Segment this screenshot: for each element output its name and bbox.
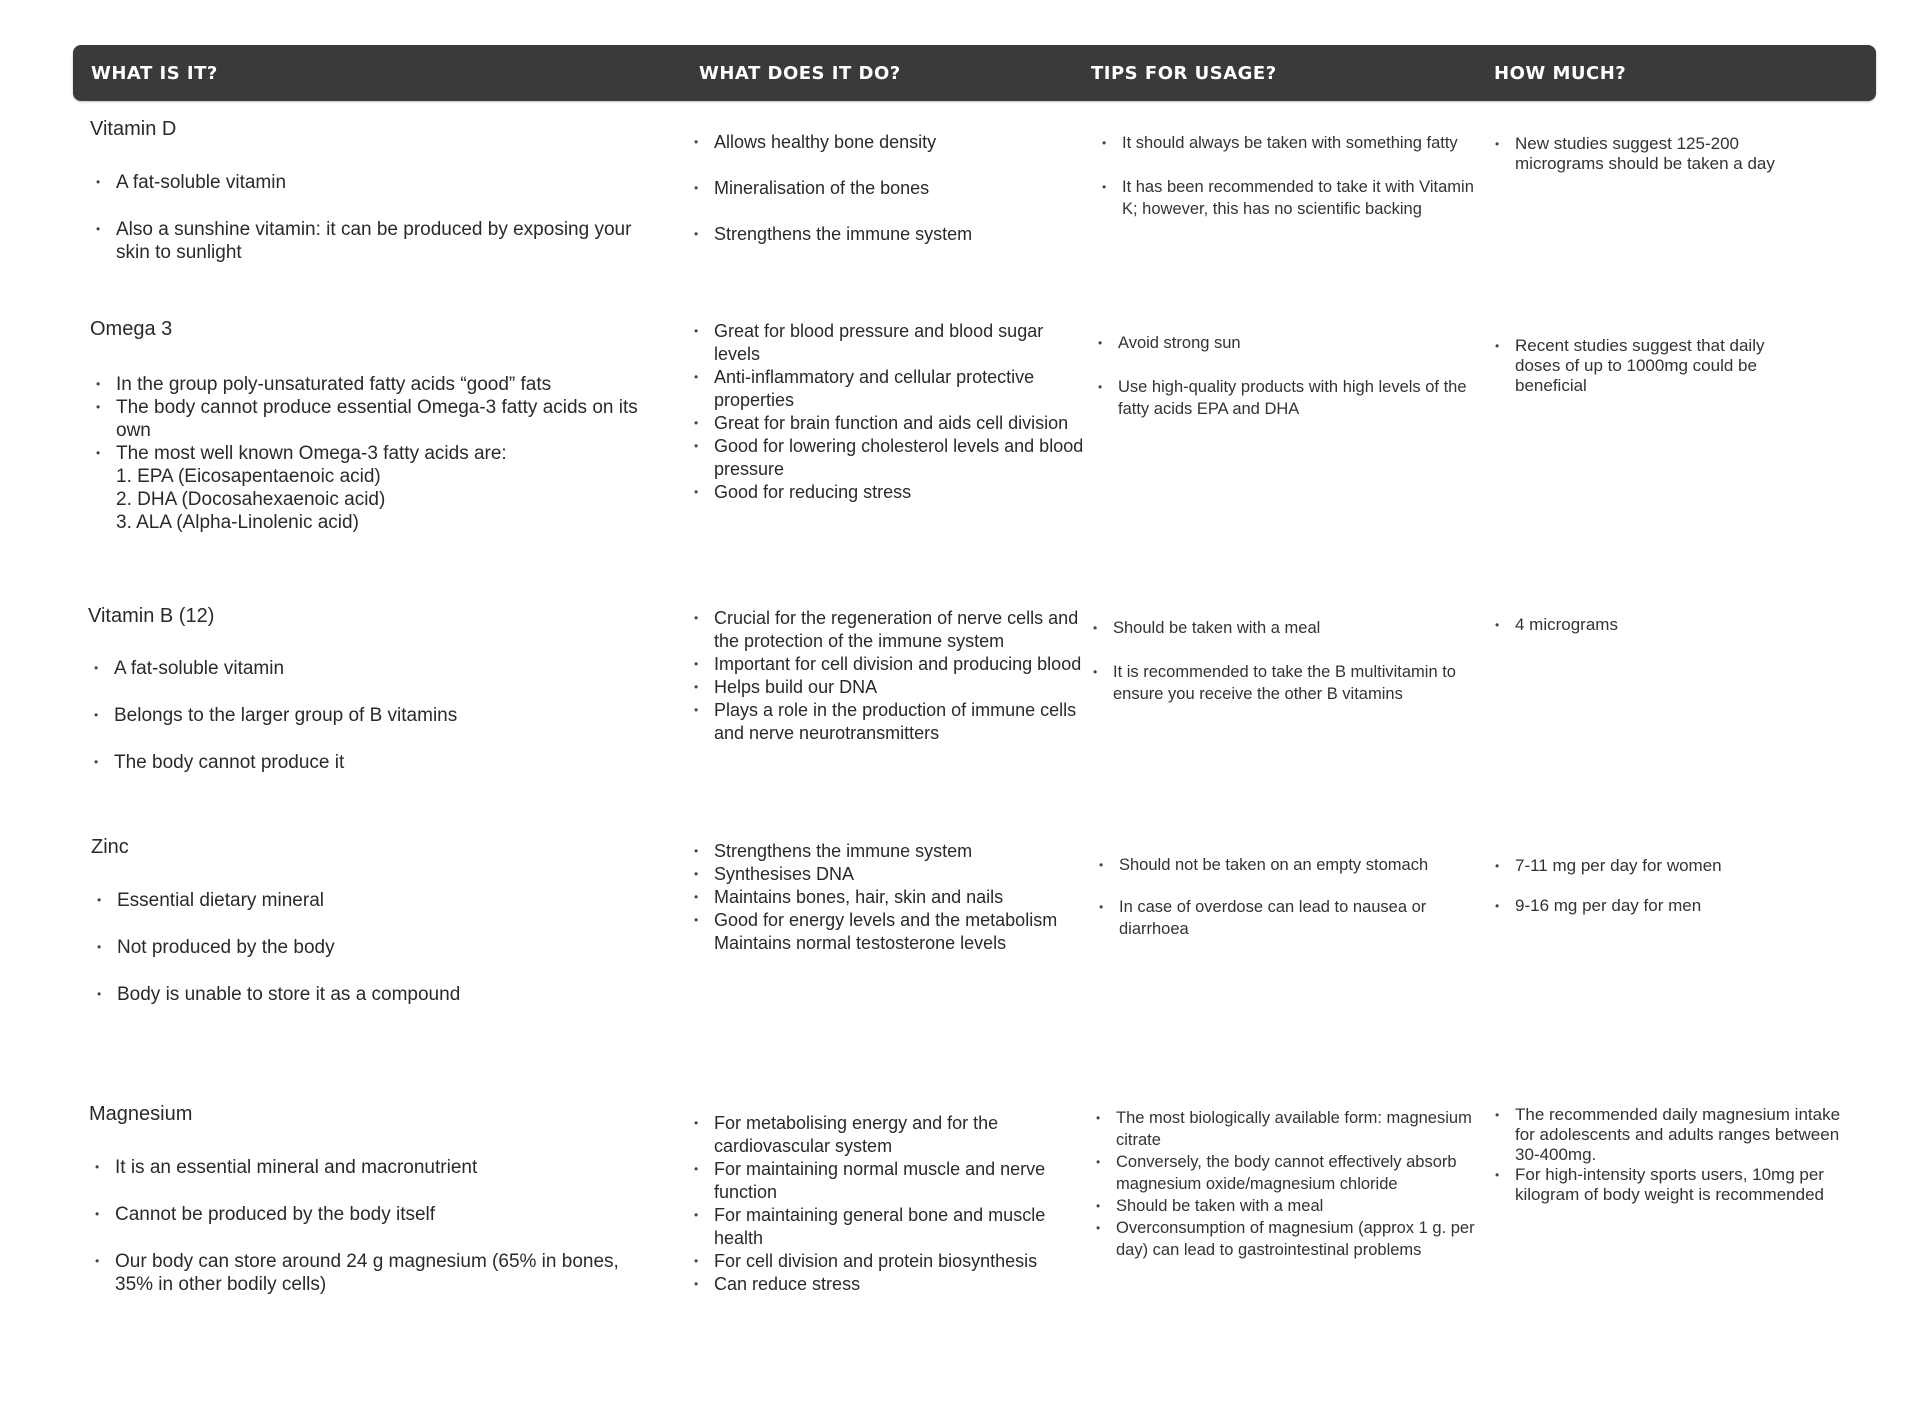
list-item: • Belongs to the larger group of B vitamins	[88, 704, 658, 727]
list-item: • Body is unable to store it as a compound	[91, 983, 661, 1006]
tips-list	[1093, 854, 1478, 940]
much-list	[1489, 336, 1814, 396]
list-item	[688, 909, 1088, 955]
what-list	[89, 1156, 659, 1296]
list-item: • For metabolising energy and for the cardiovascular system	[688, 1112, 1068, 1158]
list-item: • It should always be taken with something fatty	[1096, 132, 1481, 154]
list-item: • 9-16 mg per day for men	[1489, 896, 1814, 916]
row-title: Omega 3	[90, 318, 173, 340]
cell-tips-for-usage	[1087, 617, 1472, 728]
list-item: • Great for blood pressure and blood sugar levels	[688, 320, 1088, 366]
cell-what-does-it-do	[688, 1112, 1068, 1296]
what-list	[88, 657, 658, 774]
list-item: • For cell division and protein biosynthesis	[688, 1250, 1068, 1273]
list-item: • Synthesises DNA	[688, 863, 1088, 886]
cell-tips-for-usage	[1096, 132, 1481, 243]
header-what-is-it: WHAT IS IT?	[91, 63, 218, 84]
list-item: • Maintains bones, hair, skin and nails	[688, 886, 1088, 909]
much-list	[1489, 134, 1824, 174]
row-title: Vitamin D	[90, 118, 177, 140]
list-item: • For high-intensity sports users, 10mg per kilogram of body weight is recommended	[1489, 1165, 1849, 1205]
much-list	[1489, 856, 1814, 916]
sub-item: 2. DHA (Docosahexaenoic acid)	[116, 489, 386, 510]
list-item: • In case of overdose can lead to nausea or diarrhoea	[1093, 896, 1478, 940]
list-item: • Use high-quality products with high levels of the fatty acids EPA and DHA	[1092, 376, 1477, 420]
what-list	[91, 889, 661, 1006]
list-item: • It has been recommended to take it with Vitamin K; however, this has no scientific backing	[1096, 176, 1481, 220]
cell-tips-for-usage	[1092, 332, 1477, 443]
cell-what-is-it	[88, 605, 658, 798]
list-item: • The recommended daily magnesium intake for adolescents and adults ranges between 30-400mg.	[1489, 1105, 1849, 1165]
list-item: • Important for cell division and producing blood	[688, 653, 1084, 676]
header-tips-for-usage: TIPS FOR USAGE?	[1091, 63, 1277, 84]
list-item: • The body cannot produce it	[88, 751, 658, 774]
list-item: • Allows healthy bone density	[688, 131, 1088, 154]
what-list	[90, 171, 660, 264]
much-list	[1489, 1105, 1849, 1205]
list-item: • The body cannot produce essential Omega-3 fatty acids on its own	[90, 396, 660, 442]
cell-how-much	[1489, 1105, 1849, 1205]
sub-item: 1. EPA (Eicosapentaenoic acid)	[116, 466, 381, 487]
row-title: Vitamin B (12)	[88, 605, 215, 627]
list-item: • The most biologically available form: magnesium citrate	[1090, 1107, 1475, 1151]
list-item-continuation: Maintains normal testosterone levels	[714, 933, 1007, 953]
table-header	[73, 45, 1876, 101]
tips-list	[1090, 1107, 1475, 1261]
list-item: • Crucial for the regeneration of nerve cells and the protection of the immune system	[688, 607, 1083, 653]
list-item: • Cannot be produced by the body itself	[89, 1203, 659, 1226]
list-item: • Good for reducing stress	[688, 481, 1088, 504]
list-item: • Recent studies suggest that daily doses of up to 1000mg could be beneficial	[1489, 336, 1814, 396]
much-list	[1489, 615, 1814, 635]
list-item: • For maintaining general bone and muscle health	[688, 1204, 1068, 1250]
list-item: • New studies suggest 125-200 micrograms should be taken a day	[1489, 134, 1824, 174]
list-item: • 4 micrograms	[1489, 615, 1814, 635]
list-item: • Mineralisation of the bones	[688, 177, 1088, 200]
cell-how-much	[1489, 134, 1824, 174]
cell-what-is-it	[90, 118, 660, 288]
cell-what-is-it	[89, 1103, 659, 1320]
list-item: • Not produced by the body	[91, 936, 661, 959]
list-item: • For maintaining normal muscle and nerve function	[688, 1158, 1068, 1204]
cell-tips-for-usage	[1093, 854, 1478, 963]
list-item: • A fat-soluble vitamin	[88, 657, 658, 680]
list-item: • 7-11 mg per day for women	[1489, 856, 1814, 876]
cell-what-does-it-do	[688, 320, 1088, 504]
does-list	[688, 1112, 1068, 1296]
list-item: • Overconsumption of magnesium (approx 1 g. per day) can lead to gastrointestinal problems	[1090, 1217, 1475, 1261]
does-list	[688, 840, 1088, 955]
list-item: • Our body can store around 24 g magnesium (65% in bones, 35% in other bodily cells)	[89, 1250, 659, 1296]
list-item: • Can reduce stress	[688, 1273, 1068, 1296]
header-how-much: HOW MUCH?	[1494, 63, 1627, 84]
list-item: • Avoid strong sun	[1092, 332, 1477, 354]
list-item: • Strengthens the immune system	[688, 840, 1088, 863]
cell-what-does-it-do	[688, 840, 1088, 955]
list-item: • Essential dietary mineral	[91, 889, 661, 912]
row-title: Zinc	[91, 836, 129, 858]
tips-list	[1087, 617, 1472, 705]
list-item: • A fat-soluble vitamin	[90, 171, 660, 194]
list-item: • Should be taken with a meal	[1090, 1195, 1475, 1217]
list-item: • Anti-inflammatory and cellular protective properties	[688, 366, 1088, 412]
cell-how-much	[1489, 336, 1814, 396]
list-item: • Strengthens the immune system	[688, 223, 1088, 246]
list-item-text: The most well known Omega-3 fatty acids are:	[116, 443, 507, 464]
tips-list	[1096, 132, 1481, 220]
list-item: • Good for lowering cholesterol levels and blood pressure	[688, 435, 1088, 481]
list-item: • It is an essential mineral and macronutrient	[89, 1156, 659, 1179]
what-list	[90, 373, 660, 534]
list-item: • Great for brain function and aids cell division	[688, 412, 1088, 435]
does-list	[688, 320, 1088, 504]
does-list	[688, 607, 1083, 745]
list-item	[90, 442, 660, 534]
row-title: Magnesium	[89, 1103, 193, 1125]
cell-tips-for-usage	[1090, 1107, 1475, 1261]
list-item: • Plays a role in the production of immune cells and nerve neurotransmitters	[688, 699, 1083, 745]
list-item: • Helps build our DNA	[688, 676, 1083, 699]
cell-how-much	[1489, 856, 1814, 939]
list-item: • Should not be taken on an empty stomach	[1093, 854, 1478, 876]
list-item: • Also a sunshine vitamin: it can be produced by exposing your skin to sunlight	[90, 218, 660, 264]
tips-list	[1092, 332, 1477, 420]
list-item: • In the group poly-unsaturated fatty acids “good” fats	[90, 373, 660, 396]
list-item: • It is recommended to take the B multivitamin to ensure you receive the other B vitamins	[1087, 661, 1472, 705]
cell-how-much	[1489, 615, 1814, 635]
cell-what-does-it-do	[688, 131, 1088, 269]
cell-what-is-it	[91, 836, 661, 1030]
cell-what-is-it	[90, 318, 660, 534]
list-item-text: Good for energy levels and the metabolism	[714, 910, 1058, 930]
cell-what-does-it-do	[688, 607, 1083, 745]
list-item: • Conversely, the body cannot effectively absorb magnesium oxide/magnesium chloride	[1090, 1151, 1475, 1195]
header-what-does-it-do: WHAT DOES IT DO?	[699, 63, 901, 84]
list-item: • Should be taken with a meal	[1087, 617, 1472, 639]
sub-item: 3. ALA (Alpha-Linolenic acid)	[116, 512, 359, 533]
does-list	[688, 131, 1088, 246]
